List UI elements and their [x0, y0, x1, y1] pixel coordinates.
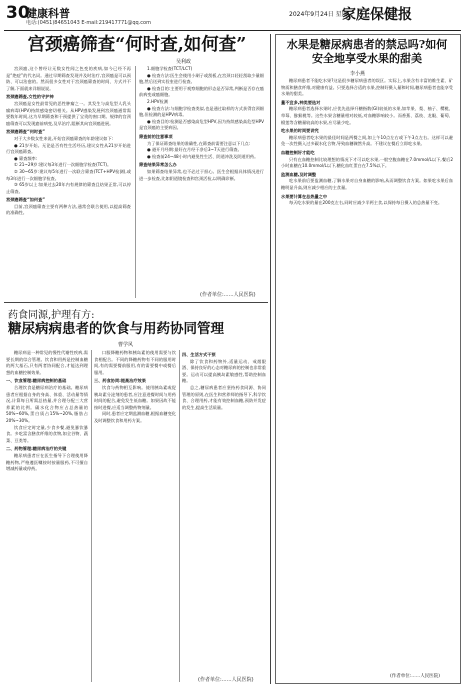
subheading: 宫颈癌筛查“何时查” [6, 129, 46, 135]
paragraph: 对于大多数女性来说,开始宫颈癌筛查的年龄建议如下: [14, 135, 114, 141]
article2-headline: 水果是糖尿病患者的禁忌吗?如何安全地享受水果的甜美 [286, 38, 448, 65]
paragraph: 只有在血糖控制比较理想的情况下才可以吃水果,一般空腹血糖在7.0mmol/L以下,餐后2小时血糖在10.0mmol/L以下,糖化血红蛋白在7.5%以下。 [281, 156, 453, 169]
article1-footer: (作者单位:……人民医院) [200, 292, 256, 298]
paragraph: 合理饮食是糖尿病治疗的基础。糖尿病患者应根据自身的身高、体重、活动量等情况,计算每日所需总热量,并合理分配三大营养素的比例。碳水化合物应占总热量的50%~60%,蛋白质占15%~20%,脂肪占20%~30%。 [6, 384, 88, 423]
paragraph: 同时,患者应定期监测血糖,根据血糖变化及时调整饮食和用药方案。 [94, 411, 176, 423]
subheading: 四、生活方式干预 [182, 352, 216, 357]
article1-author: 吴利政 [176, 59, 192, 65]
subheading: 筛查前的注意事项 [139, 133, 173, 139]
subheading: 三、药食协同:提高治疗效果 [94, 378, 146, 384]
subheading: 血糖控制好才能吃 [281, 149, 315, 155]
paragraph: 除了饮食和药物外,适量运动、戒烟限酒、保持良好的心态对糖尿病的控制也非常重要。运动可以提高胰岛素敏感性,帮助控制血糖。 [182, 358, 266, 384]
article1-column-2 [139, 66, 264, 288]
subheading: 吃水果的时间要讲究 [281, 128, 319, 134]
article2-body [281, 78, 453, 670]
page-header [4, 2, 461, 31]
paragraph: 口服降糖药物和胰岛素的使用需要与饮食相配合。不同的降糖药物有不同的服用时间,有的需要餐前服用,有的需要餐中或餐后服用。 [94, 350, 176, 375]
paragraph: 如果筛查结果异常,也不必过于担心。医生会根据具体情况进行进一步检查,比如阴道镜检查和宫颈活检,以明确诊断。 [139, 168, 264, 181]
paragraph: ③ 65岁以上:如果过去20年内有规律的筛查且结果正常,可以停止筛查。 [6, 182, 131, 194]
column-divider [179, 350, 180, 682]
paragraph: 饮食应定时定量,少食多餐,避免暴饮暴食。多吃富含膳食纤维的食物,如全谷物、蔬菜、豆类等。 [6, 424, 88, 443]
article3-column-1 [6, 350, 88, 682]
article1-column-1 [6, 66, 131, 298]
subheading: 二、药物管理:糖尿病治疗的关键 [6, 446, 67, 452]
paragraph: ● 避开月经期:最好在月经干净后3~7天进行筛查。 [147, 147, 242, 153]
paragraph: ● 检查方法:与细胞学检查类似,也是通过取样的方式获得宫颈细胞,但检测的是HPV病毒。 [139, 105, 264, 118]
paragraph: 糖尿病患者应在医生指导下合理使用降糖药物,严格遵医嘱按时按量服药,不可擅自增减药量或停药。 [6, 452, 88, 472]
paragraph: 饮食与药物相互影响。使用胰岛素或促胰岛素分泌剂的患者,应注意进餐时间与用药时间的配合,避免发生低血糖。如果因故不能按时进餐,应适当调整药物剂量。 [94, 384, 176, 410]
section-title: 健康科普 [26, 7, 70, 20]
paragraph: ● 检查目的:主要用于观察细胞的形态是否异常,判断是否存在癌前病变或癌细胞。 [139, 85, 264, 98]
article3-author: 曹学风 [118, 342, 134, 348]
paragraph: 糖尿病患者吃水果的最佳时间是两餐之间,如上午10点左右或下午3点左右。这样可以避免一次性摄入过多碳水化合物,导致血糖骤然升高。不建议在餐后立即吃水果。 [281, 134, 453, 147]
paragraph: ② 30~65岁:建议每5年进行一次联合筛查(TCT+HPV检测),或每3年进行一次细胞学检查。 [6, 168, 131, 181]
column-divider [135, 66, 136, 298]
contact-info: 电话:(0451)84651043 E-mail:219417771@qq.com [26, 20, 151, 26]
subheading: 宫颈癌筛查“如何查” [6, 197, 46, 203]
article2-author: 李小燕 [350, 71, 366, 77]
paragraph: 目前,宫颈癌筛查主要有两种方法,通常会联合使用,以提高筛查的准确性。 [6, 203, 131, 216]
paragraph: 糖尿病患者选择水果时,应优先选择升糖指数(GI)较低的水果,如苹果、梨、柚子、樱桃、草莓、猕猴桃等。这些水果含糖量相对较低,对血糖影响较小。而香蕉、荔枝、龙眼、葡萄、榴莲等含糖量较高的水果,应尽量少吃。 [281, 106, 453, 125]
paragraph: ● 筛查频率: [14, 155, 38, 161]
paragraph: ● 21岁开始。无论是否有性生活经历,建议女性从21岁开始进行宫颈癌筛查。 [6, 142, 131, 155]
paragraph: 1.细胞学检查(TCT/LCT) [147, 66, 193, 71]
section-divider [270, 34, 271, 684]
article1-headline: 宫颈癌筛查“何时查,如何查” [27, 35, 247, 55]
paragraph: 总之,糖尿病患者应坚持药食同源、协同管理的原则,在医生和营养师的指导下,科学饮食、合理用药,才能有效控制血糖,预防并发症的发生,提高生活质量。 [182, 384, 266, 410]
subheading: 水果要计算在总热量之中 [281, 193, 328, 199]
page-number: 30 [6, 3, 30, 23]
issue-date: 2024年9月24日 星期二 [289, 11, 354, 18]
column-divider [91, 350, 92, 682]
paragraph: 每天吃水果的量在200克左右,同时应减少半两主食,以保持每日摄入的总热量不变。 [289, 200, 443, 206]
paragraph: ● 检查目的:检测是否感染高危型HPV,因为持续感染高危型HPV是宫颈癌的主要病因。 [139, 118, 264, 131]
article3-column-3 [182, 350, 266, 672]
article3-headline: 糖尿病病患者的饮食与用药协同管理 [8, 321, 224, 337]
paragraph: 为了保证筛查结果的准确性,在筛查前需要注意以下几点: [147, 140, 251, 146]
paragraph: 糖尿病患者不能吃水果?这是很多糖尿病患者的误区。实际上,水果含有丰富的维生素、矿物质和膳食纤维,对健康有益。只要选择合适的水果,控制好摄入量和时间,糖尿病患者也能享受水果的甜美。 [281, 78, 453, 97]
article-divider [4, 302, 268, 303]
subheading: 量不宜多,种类要选对 [281, 99, 321, 105]
article3-footer: (作者单位:……人民医院) [198, 677, 254, 683]
subheading: 宫颈癌筛查,女性的守护神 [6, 94, 54, 100]
paragraph: 糖尿病是一种常见的慢性代谢性疾病,需要长期的综合管理。饮食和用药是控制血糖的两大基石,只有两者协同配合,才能达到理想的血糖控制效果。 [6, 350, 88, 375]
paragraph: 宫颈癌是女性最常见的恶性肿瘤之一。其发生与高危型人乳头瘤病毒(HPV)持续感染密切相关。从HPV感染发展到宫颈癌通常需要数年时间,这为早期筛查和干预提供了宝贵的窗口期。规律的宫颈癌筛查可以发现癌前病变,及早治疗,阻断其向宫颈癌进展。 [6, 100, 131, 126]
article3-column-2 [94, 350, 176, 682]
paragraph: 宫颈癌,这个曾经让无数女性闻之色变的疾病,如今已经不再是“绝症”的代名词。通过早期筛查发现并及时治疗,宫颈癌是可以预防、可以治愈的。然而很多女性对于宫颈癌筛查的时间、方式并不了解,下面就来详细说说。 [6, 66, 131, 91]
subheading: 一、饮食管理:糖尿病控制的基础 [6, 378, 67, 384]
paragraph: ● 检查前24~48小时内避免性生活、阴道冲洗及阴道用药。 [147, 153, 259, 159]
article2-footer: (作者单位:……人民医院) [390, 674, 441, 679]
article3-kicker: 药食同源,护理有方: [8, 310, 95, 321]
subheading: 监测血糖,及时调整 [281, 171, 317, 177]
paragraph: ● 检查方法:医生会使用小刷子或刮板,在宫颈口轻轻刮取少量细胞,然后送到实验室进行检查。 [139, 72, 264, 85]
paragraph: 吃水果前后要监测血糖,了解水果对自身血糖的影响,从而调整饮食方案。如果吃水果后血糖明显升高,则应减少相应的主食量。 [281, 178, 453, 190]
masthead: 家庭保健报 [342, 7, 412, 23]
subheading: 筛查结果异常怎么办 [139, 162, 177, 168]
paragraph: 2.HPV检测 [147, 98, 168, 104]
paragraph: ① 21~29岁:建议每3年进行一次细胞学检查(TCT)。 [14, 162, 112, 168]
